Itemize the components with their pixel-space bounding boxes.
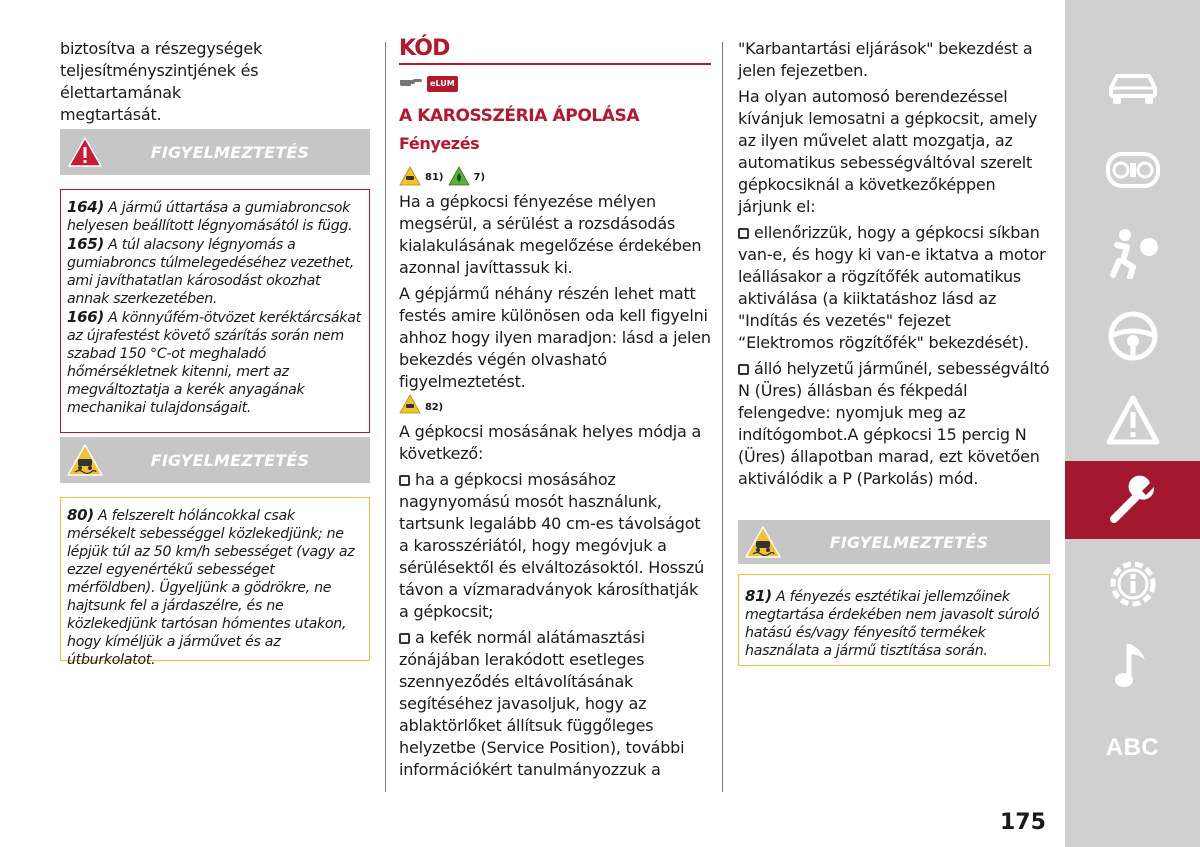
warning-header (60, 129, 370, 175)
warning-item: 81) A fényezés esztétikai jellemzőinek megtartása érdekében nem javasolt súroló hatású és/vagy fényesítő termékek használata a jármű tisztítása során. (745, 587, 1040, 659)
green-environment-icon (448, 166, 470, 189)
yellow-warning-icon (399, 394, 421, 423)
warning-block-2 (60, 437, 370, 668)
body-care-heading: A KAROSSZÉRIA ÁPOLÁSA (399, 106, 640, 126)
warning-item: 164) A jármű úttartása a gumiabroncsok helyesen beállított légnyomásától is függ. (67, 198, 353, 234)
paragraph: "Karbantartási eljárások" bekezdést a jelen fejezetben. (738, 39, 1033, 80)
bullet-item: álló helyzetű járműnél, sebességváltó N (Üres) állásban és fékpedál felengedve: nyomjuk meg az indítógombot.A gépkocsi 15 percig N (Üres) állapotban marad, ezt követően aktiválódik a P (Parkolás) mód. (738, 359, 1050, 488)
checkbox-bullet-icon (738, 364, 749, 375)
yellow-warning-icon (399, 166, 421, 189)
warning-title: FIGYELMEZTETÉS (829, 532, 989, 552)
paint-subheading: Fényezés (399, 134, 480, 153)
warning-triangle-icon[interactable] (1065, 388, 1200, 452)
elum-badge-row (399, 74, 458, 93)
warning-item: 165) A túl alacsony légnyomás a gumiabroncs túlmelegedéséhez vezethet, ami javíthatatlan károsodást okozhat annak szerkezetében. (67, 235, 354, 307)
chapter-sidebar (1065, 0, 1200, 847)
warning-block-3 (738, 520, 1050, 666)
bullet-item: a kefék normál alátámasztási zónájában lerakódott esetleges szennyeződés eltávolításának segítéséhez javasoljuk, hogy az ablaktörlőket állítsuk függőleges helyzetbe (Service Position), további információkért tanulmányozzuk a (399, 628, 685, 779)
reference-number: 7) (473, 171, 486, 183)
dashboard-icon[interactable] (1065, 140, 1200, 200)
warning-block-1 (60, 129, 370, 433)
info-gear-icon[interactable] (1065, 548, 1200, 620)
airbag-icon[interactable] (1065, 220, 1200, 284)
checkbox-bullet-icon (399, 633, 410, 644)
paragraph: Ha olyan automosó berendezéssel kívánjuk lemosatni a gépkocsit, amely az ilyen művelet alatt mozgatja, az automatikus sebességváltóval szerelt gépkocsiknál a következőképpen járjunk el: (738, 87, 1038, 216)
bullet-item: ha a gépkocsi mosásához nagynyomású mosót használunk, tartsunk legalább 40 cm-es távolságot a karosszériától, hogy megóvjuk a sérülésektől és elváltozásoktól. Hosszú távon a vízmaradványok károsíthatják a gépkocsit; (399, 470, 705, 621)
column-divider (385, 42, 386, 792)
warning-header (738, 520, 1050, 564)
warning-box-red (60, 189, 370, 433)
checkbox-bullet-icon (738, 228, 749, 239)
snow-chain-warning-icon (60, 437, 110, 483)
warning-item: 166) A könnyűfém-ötvözet keréktárcsákat az újrafestést követő szárítás során nem szabad 150 °C-ot meghaladó hőmérsékletnek kitenni, mert az megváltoztatja a kerék anyagának mechanikai tulajdonságait. (67, 308, 361, 416)
reference-row (399, 397, 711, 419)
danger-triangle-icon (60, 129, 110, 175)
paint-text (399, 191, 711, 785)
pointing-hand-icon (399, 74, 423, 93)
warning-title: FIGYELMEZTETÉS (150, 450, 310, 470)
abc-label: ABC (1105, 734, 1160, 761)
warning-header (60, 437, 370, 483)
wrench-icon[interactable] (1065, 461, 1200, 539)
checkbox-bullet-icon (399, 475, 410, 486)
wash-text (738, 38, 1050, 494)
intro-text: biztosítva a részegységek teljesítményszintjének és élettartamának megtartását. (60, 39, 263, 124)
reference-row (399, 166, 485, 188)
abc-index-icon[interactable] (1065, 728, 1200, 768)
bullet-item: ellenőrizzük, hogy a gépkocsi síkban van-e, és hogy ki van-e iktatva a motor leállásakor a rögzítőfék automatikus aktiválása (a kiiktatáshoz lásd az "Indítás és vezetés" fejezet “Elektromos rögzítőfék" bekezdését). (738, 223, 1046, 352)
reference-number: 82) (425, 402, 443, 413)
paragraph: Ha a gépkocsi fényezése mélyen megsérül, a sérülést a rozsdásodás kialakulásának megelőzése érdekében azonnal javíttassuk ki. (399, 192, 702, 277)
section-title-rule (399, 63, 711, 65)
section-title: KÓD (399, 36, 450, 61)
steering-wheel-icon[interactable] (1065, 304, 1200, 368)
warning-item: 80) A felszerelt hóláncokkal csak mérsékelt sebességgel közlekedjünk; ne lépjük túl az 50 km/h sebességet (vagy az ezzel egyenértékű sebességet mérföldben). Ügyeljünk a gödrökre, ne hajtsunk fel a járdaszélre, és ne közlekedjünk tartósan hómentes utakon, hogy kíméljük a járművet és az útburkolatot. (67, 506, 355, 668)
warning-box-yellow (60, 497, 370, 668)
page-number: 175 (1000, 810, 1046, 835)
elum-badge: eLUM (427, 76, 458, 92)
music-note-icon[interactable] (1065, 634, 1200, 698)
warning-title: FIGYELMEZTETÉS (150, 142, 310, 162)
paragraph: A gépjármű néhány részén lehet matt festés amire különösen oda kell figyelni ahhoz hogy ilyen maradjon: lásd a jelen bekezdés végén olvasható figyelmeztetést. (399, 284, 711, 391)
paragraph: A gépkocsi mosásának helyes módja a következő: (399, 422, 702, 463)
car-icon[interactable] (1065, 58, 1200, 118)
snow-chain-warning-icon (738, 519, 788, 565)
reference-number: 81) (425, 171, 444, 183)
column-divider (722, 42, 723, 792)
warning-box-yellow (738, 574, 1050, 666)
